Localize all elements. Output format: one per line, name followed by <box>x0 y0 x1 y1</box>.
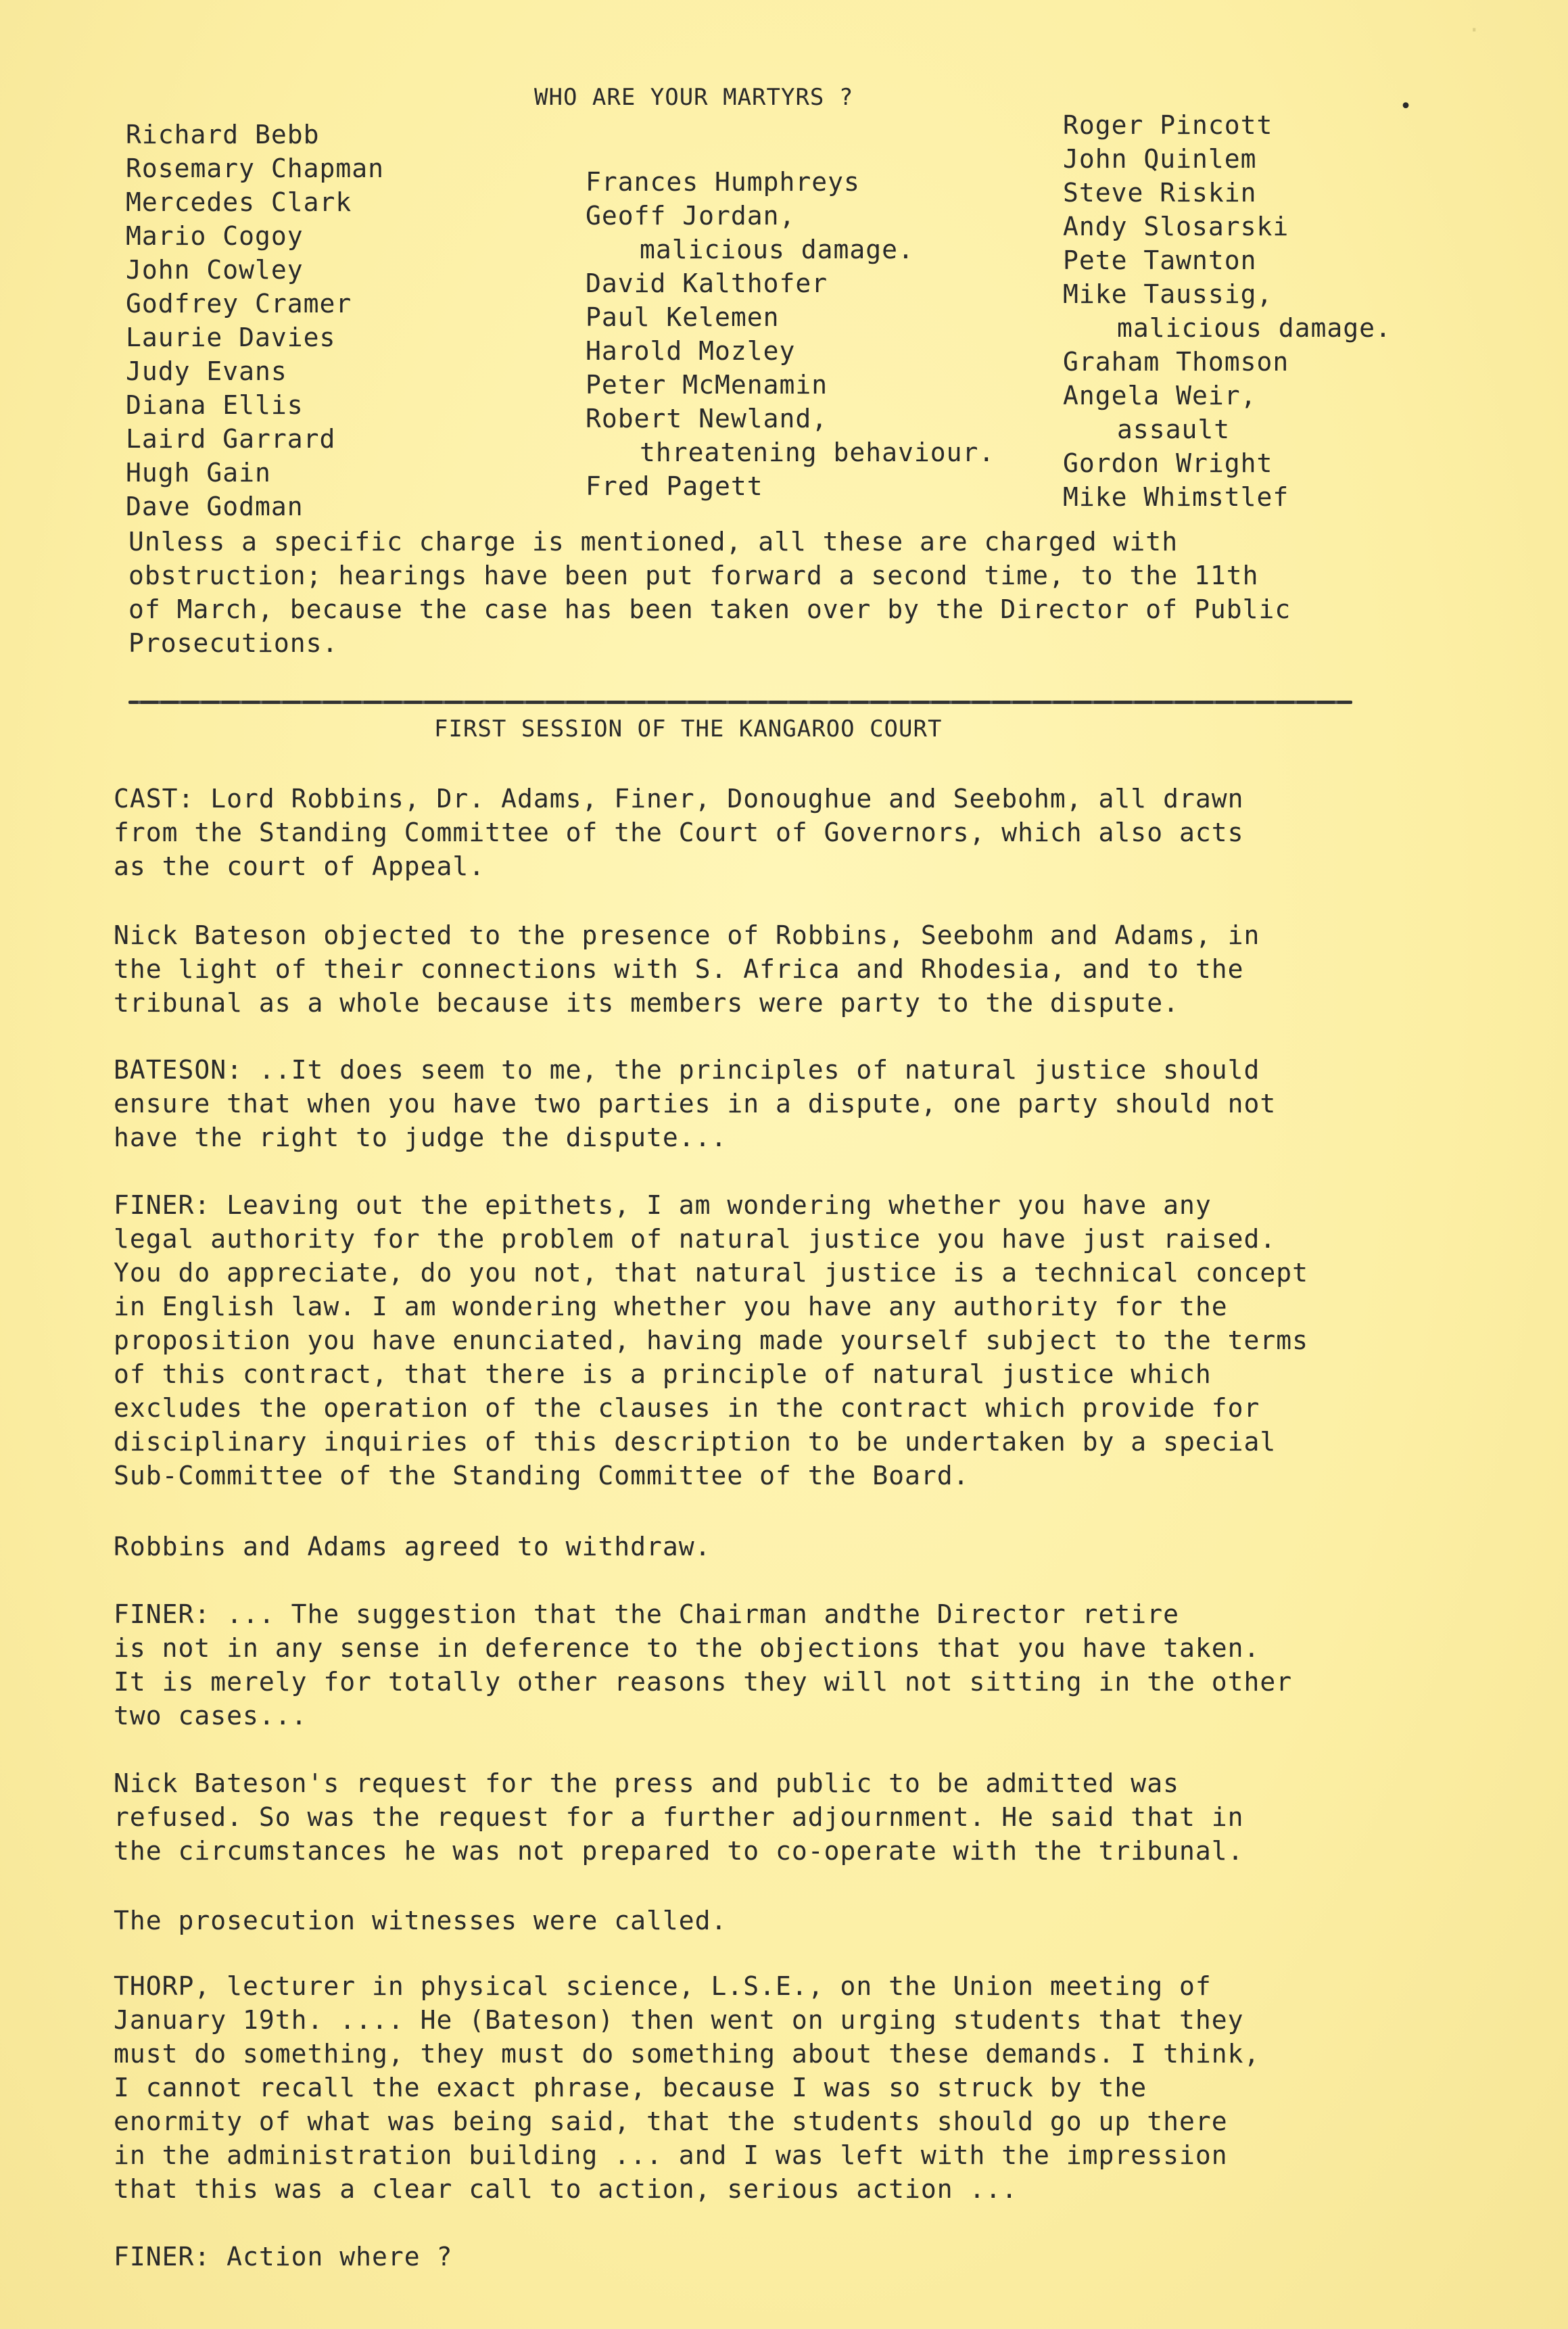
note-line: Unless a specific charge is mentioned, all these are charged with <box>128 527 1179 557</box>
text-line: Nick Bateson's request for the press and public to be admitted was <box>114 1768 1179 1798</box>
martyr-charge: assault <box>1117 415 1231 444</box>
martyr-name: Laird Garrard <box>126 424 336 454</box>
text-line: excludes the operation of the clauses in the contract which provide for <box>114 1393 1260 1423</box>
martyr-name: Hugh Gain <box>126 458 271 488</box>
martyr-name: Mike Whimstlef <box>1063 482 1289 512</box>
text-line: must do something, they must do something about these demands. I think, <box>114 2039 1260 2069</box>
martyr-name: Peter McMenamin <box>586 370 828 400</box>
martyr-name: Mario Cogoy <box>126 221 304 251</box>
martyr-name: John Cowley <box>126 255 304 285</box>
martyr-name: Richard Bebb <box>126 120 320 149</box>
text-line: of this contract, that there is a principle of natural justice which <box>114 1359 1212 1389</box>
text-line: is not in any sense in deference to the objections that you have taken. <box>114 1633 1260 1663</box>
martyr-name: Dave Godman <box>126 492 304 521</box>
text-line: ensure that when you have two parties in a dispute, one party should not <box>114 1089 1277 1119</box>
text-line: enormity of what was being said, that the students should go up there <box>114 2107 1228 2136</box>
cast-paragraph <box>114 782 1439 883</box>
objection-paragraph <box>114 918 1439 1020</box>
note-line: obstruction; hearings have been put forward a second time, to the 11th <box>128 561 1259 590</box>
text-line: FINER: ... The suggestion that the Chairman andthe Director retire <box>114 1599 1179 1629</box>
text-line: Nick Bateson objected to the presence of Robbins, Seebohm and Adams, in <box>114 920 1260 950</box>
martyr-name: John Quinlem <box>1063 144 1257 174</box>
finer-statement-3 <box>114 2240 1439 2274</box>
text-line: legal authority for the problem of natural justice you have just raised. <box>114 1224 1277 1254</box>
text-line: the circumstances he was not prepared to co-operate with the tribunal. <box>114 1836 1244 1866</box>
charges-note <box>128 525 1454 660</box>
martyr-name: Frances Humphreys <box>586 167 860 197</box>
text-line: January 19th. .... He (Bateson) then went on urging students that they <box>114 2005 1244 2035</box>
text-line: It is merely for totally other reasons they will not sitting in the other <box>114 1667 1293 1697</box>
text-line: FINER: Action where ? <box>114 2242 453 2272</box>
text-line: Robbins and Adams agreed to withdraw. <box>114 1532 711 1561</box>
text-line: refused. So was the request for a further adjournment. He said that in <box>114 1802 1244 1832</box>
martyr-name: Gordon Wright <box>1063 448 1273 478</box>
martyr-name: Mike Taussig, <box>1063 279 1273 309</box>
finer-statement-1 <box>114 1188 1439 1492</box>
note-line: of March, because the case has been taken over by the Director of Public <box>128 594 1291 624</box>
text-line: I cannot recall the exact phrase, because I was so struck by the <box>114 2073 1147 2102</box>
martyr-name: Paul Kelemen <box>586 302 780 332</box>
stray-mark: • <box>1400 95 1412 118</box>
martyr-name: Laurie Davies <box>126 323 336 352</box>
martyr-name: Andy Slosarski <box>1063 212 1289 241</box>
martyr-name: Mercedes Clark <box>126 187 352 217</box>
martyrs-column-3 <box>1063 108 1392 514</box>
text-line: FINER: Leaving out the epithets, I am wondering whether you have any <box>114 1190 1212 1220</box>
text-line: disciplinary inquiries of this description to be undertaken by a special <box>114 1427 1277 1457</box>
text-line: proposition you have enunciated, having made yourself subject to the terms <box>114 1325 1308 1355</box>
martyr-name: Fred Pagett <box>586 471 763 501</box>
text-line: that this was a clear call to action, serious action ... <box>114 2174 1018 2204</box>
text-line: two cases... <box>114 1701 308 1731</box>
witnesses-paragraph <box>114 1904 1439 1937</box>
martyr-name: Roger Pincott <box>1063 110 1273 140</box>
request-paragraph <box>114 1766 1439 1868</box>
martyr-name: Rosemary Chapman <box>126 154 385 183</box>
withdraw-paragraph <box>114 1530 1439 1563</box>
thorp-testimony <box>114 1969 1439 2206</box>
text-line: THORP, lecturer in physical science, L.S.E., on the Union meeting of <box>114 1971 1212 2001</box>
text-line: tribunal as a whole because its members were party to the dispute. <box>114 988 1179 1018</box>
martyr-name: Steve Riskin <box>1063 178 1257 208</box>
martyr-charge: malicious damage. <box>640 235 914 264</box>
text-line: the light of their connections with S. Africa and Rhodesia, and to the <box>114 954 1244 984</box>
finer-statement-2 <box>114 1597 1439 1733</box>
text-line: Sub-Committee of the Standing Committee of the Board. <box>114 1461 970 1490</box>
martyr-name: Godfrey Cramer <box>126 289 352 319</box>
martyrs-column-1 <box>126 118 384 523</box>
martyr-name: Judy Evans <box>126 356 287 386</box>
martyr-name: Pete Tawnton <box>1063 245 1257 275</box>
text-line: CAST: Lord Robbins, Dr. Adams, Finer, Donoughue and Seebohm, all drawn <box>114 784 1244 814</box>
text-line: BATESON: ..It does seem to me, the principles of natural justice should <box>114 1055 1260 1085</box>
note-line: Prosecutions. <box>128 628 339 658</box>
section-divider <box>128 701 1352 704</box>
martyrs-column-2 <box>586 165 995 503</box>
martyr-name: David Kalthofer <box>586 268 828 298</box>
martyr-name: Geoff Jordan, <box>586 201 796 231</box>
text-line: as the court of Appeal. <box>114 851 485 881</box>
text-line: from the Standing Committee of the Court of Governors, which also acts <box>114 818 1244 847</box>
text-line: in the administration building ... and I was left with the impression <box>114 2140 1228 2170</box>
martyr-name: Robert Newland, <box>586 404 828 433</box>
text-line: in English law. I am wondering whether you have any authority for the <box>114 1292 1228 1321</box>
martyrs-heading: WHO ARE YOUR MARTYRS ? <box>534 84 854 111</box>
text-line: have the right to judge the dispute... <box>114 1123 728 1152</box>
text-line: You do appreciate, do you not, that natural justice is a technical concept <box>114 1258 1308 1288</box>
martyr-name: Diana Ellis <box>126 390 304 420</box>
text-line: The prosecution witnesses were called. <box>114 1906 728 1935</box>
court-heading: FIRST SESSION OF THE KANGAROO COURT <box>434 715 943 743</box>
martyr-name: Angela Weir, <box>1063 381 1257 410</box>
martyr-name: Harold Mozley <box>586 336 796 366</box>
martyr-charge: threatening behaviour. <box>640 438 995 467</box>
show-through-text: · <box>1467 17 1481 44</box>
martyr-charge: malicious damage. <box>1117 313 1392 343</box>
martyr-name: Graham Thomson <box>1063 347 1289 377</box>
bateson-statement <box>114 1053 1439 1154</box>
